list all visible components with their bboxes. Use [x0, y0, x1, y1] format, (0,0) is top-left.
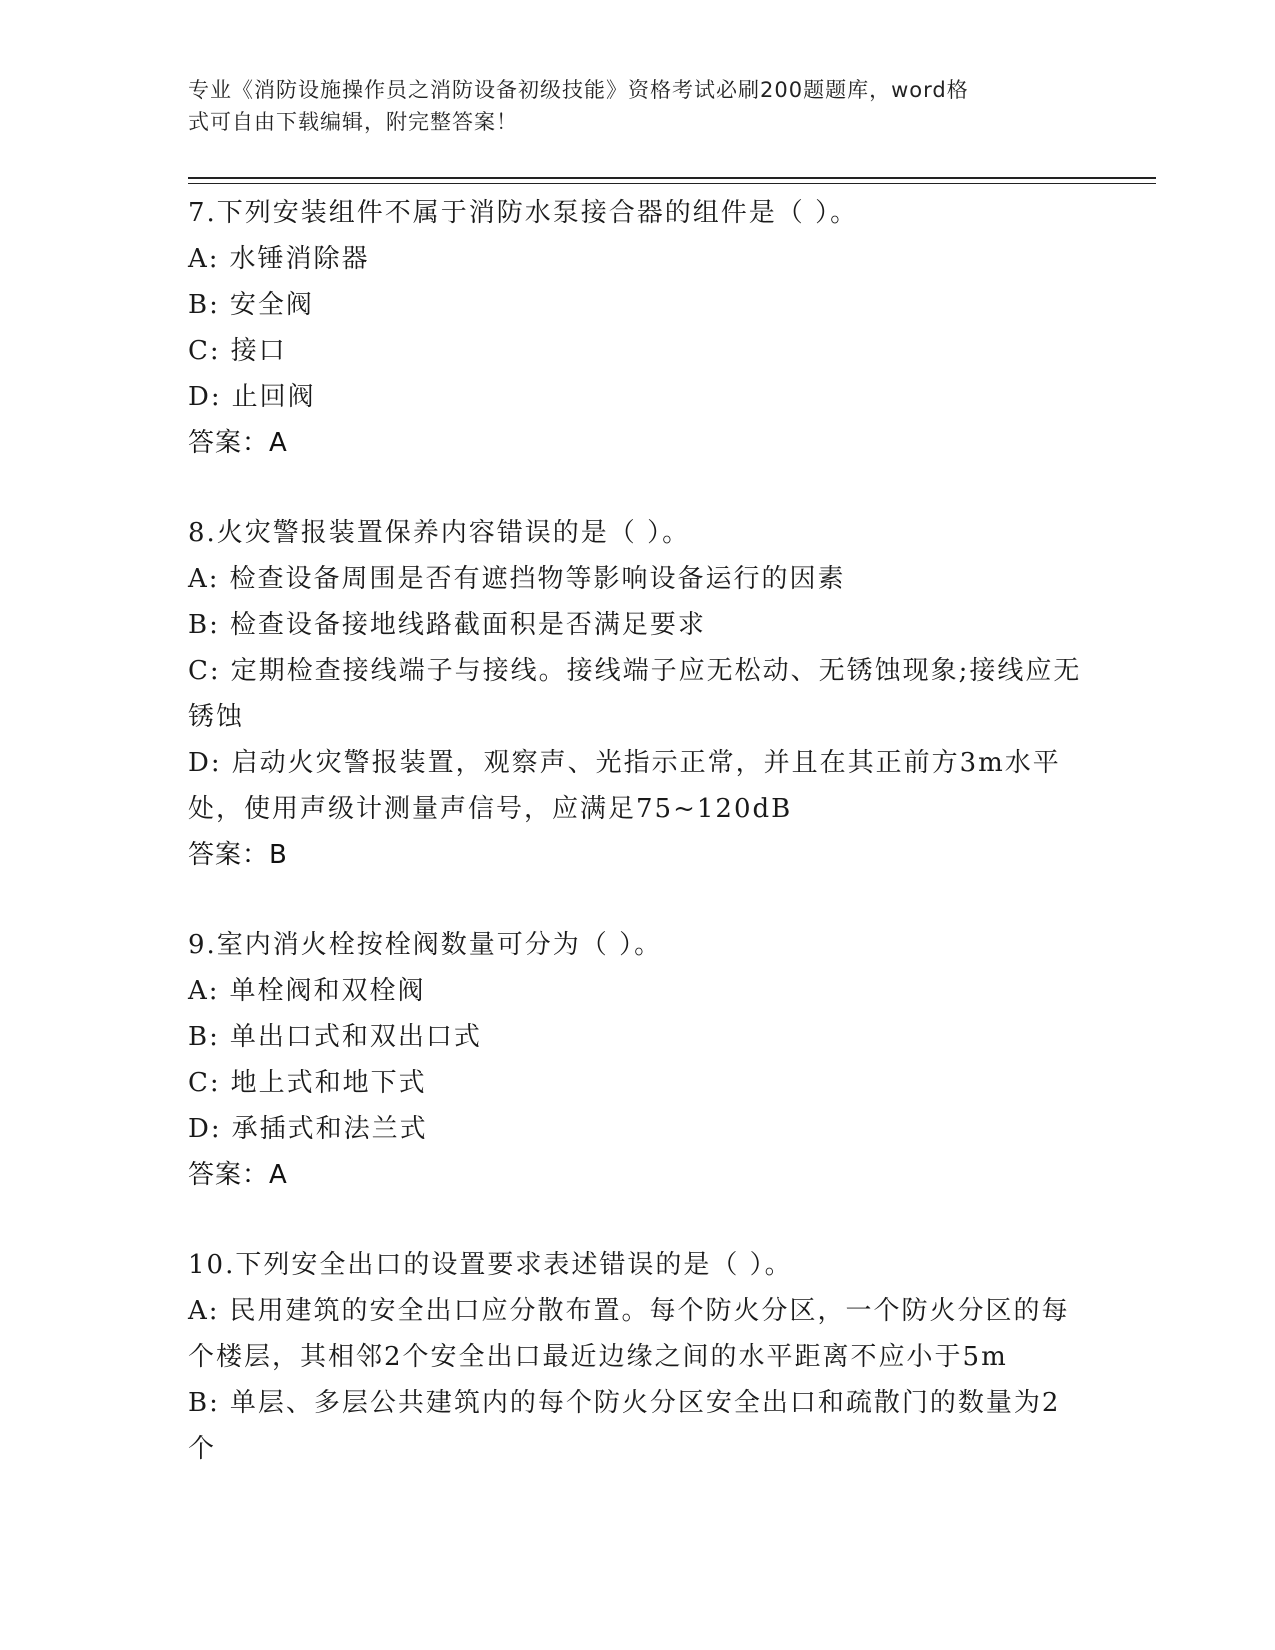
option-letter: C:	[188, 1068, 221, 1098]
header-divider-thick	[188, 177, 1156, 179]
question-list	[188, 190, 1088, 1516]
question-block	[188, 190, 1088, 466]
option-letter: B:	[188, 610, 220, 640]
option-text: 单层、多层公共建筑内的每个防火分区安全出口和疏散门的数量为2个	[188, 1388, 1061, 1464]
option-text: 检查设备接地线路截面积是否满足要求	[229, 610, 706, 640]
option-text: 承插式和法兰式	[231, 1114, 428, 1144]
header-divider-thin	[188, 183, 1156, 184]
option-letter: D:	[188, 1114, 222, 1144]
header-line-1: 专业《消防设施操作员之消防设备初级技能》资格考试必刷200题题库，word格	[188, 78, 969, 102]
answer-line: 答案：A	[188, 428, 288, 458]
answer-line: 答案：A	[188, 1160, 288, 1190]
option-c	[188, 328, 1088, 374]
question-block	[188, 510, 1088, 878]
header-line-2: 式可自由下载编辑，附完整答案！	[188, 110, 518, 134]
option-letter: D:	[188, 748, 222, 778]
question-stem: 10.下列安全出口的设置要求表述错误的是（ ）。	[188, 1250, 793, 1280]
option-letter: B:	[188, 290, 220, 320]
option-b	[188, 1380, 1088, 1472]
question-stem: 8.火灾警报装置保养内容错误的是（ ）。	[188, 518, 691, 548]
question-block	[188, 1242, 1088, 1472]
option-text: 启动火灾警报装置，观察声、光指示正常，并且在其正前方3m水平处，使用声级计测量声信号，应满足75~120dB	[188, 748, 1061, 824]
option-text: 单栓阀和双栓阀	[229, 976, 426, 1006]
option-text: 检查设备周围是否有遮挡物等影响设备运行的因素	[229, 564, 846, 594]
option-text: 接口	[230, 336, 287, 366]
option-letter: B:	[188, 1388, 220, 1418]
option-letter: C:	[188, 656, 221, 686]
option-letter: B:	[188, 1022, 220, 1052]
option-a	[188, 1288, 1088, 1380]
option-letter: A:	[188, 976, 220, 1006]
option-letter: D:	[188, 382, 222, 412]
document-header	[188, 74, 1078, 138]
option-text: 单出口式和双出口式	[229, 1022, 482, 1052]
option-c	[188, 648, 1088, 740]
option-b	[188, 1014, 1088, 1060]
option-d	[188, 374, 1088, 420]
option-d	[188, 1106, 1088, 1152]
option-a	[188, 236, 1088, 282]
option-text: 水锤消除器	[229, 244, 370, 274]
option-text: 民用建筑的安全出口应分散布置。每个防火分区，一个防火分区的每个楼层，其相邻2个安全出口最近边缘之间的水平距离不应小于5m	[188, 1296, 1070, 1372]
option-letter: A:	[188, 564, 220, 594]
option-text: 地上式和地下式	[230, 1068, 427, 1098]
option-b	[188, 282, 1088, 328]
option-text: 止回阀	[231, 382, 316, 412]
option-c	[188, 1060, 1088, 1106]
option-letter: A:	[188, 1296, 220, 1326]
question-stem: 7.下列安装组件不属于消防水泵接合器的组件是（ ）。	[188, 198, 859, 228]
question-block	[188, 922, 1088, 1198]
question-stem: 9.室内消火栓按栓阀数量可分为（ ）。	[188, 930, 663, 960]
option-text: 定期检查接线端子与接线。接线端子应无松动、无锈蚀现象;接线应无锈蚀	[188, 656, 1082, 732]
option-letter: A:	[188, 244, 220, 274]
option-text: 安全阀	[229, 290, 314, 320]
option-a	[188, 968, 1088, 1014]
option-letter: C:	[188, 336, 221, 366]
option-b	[188, 602, 1088, 648]
option-d	[188, 740, 1088, 832]
answer-line: 答案：B	[188, 840, 288, 870]
option-a	[188, 556, 1088, 602]
